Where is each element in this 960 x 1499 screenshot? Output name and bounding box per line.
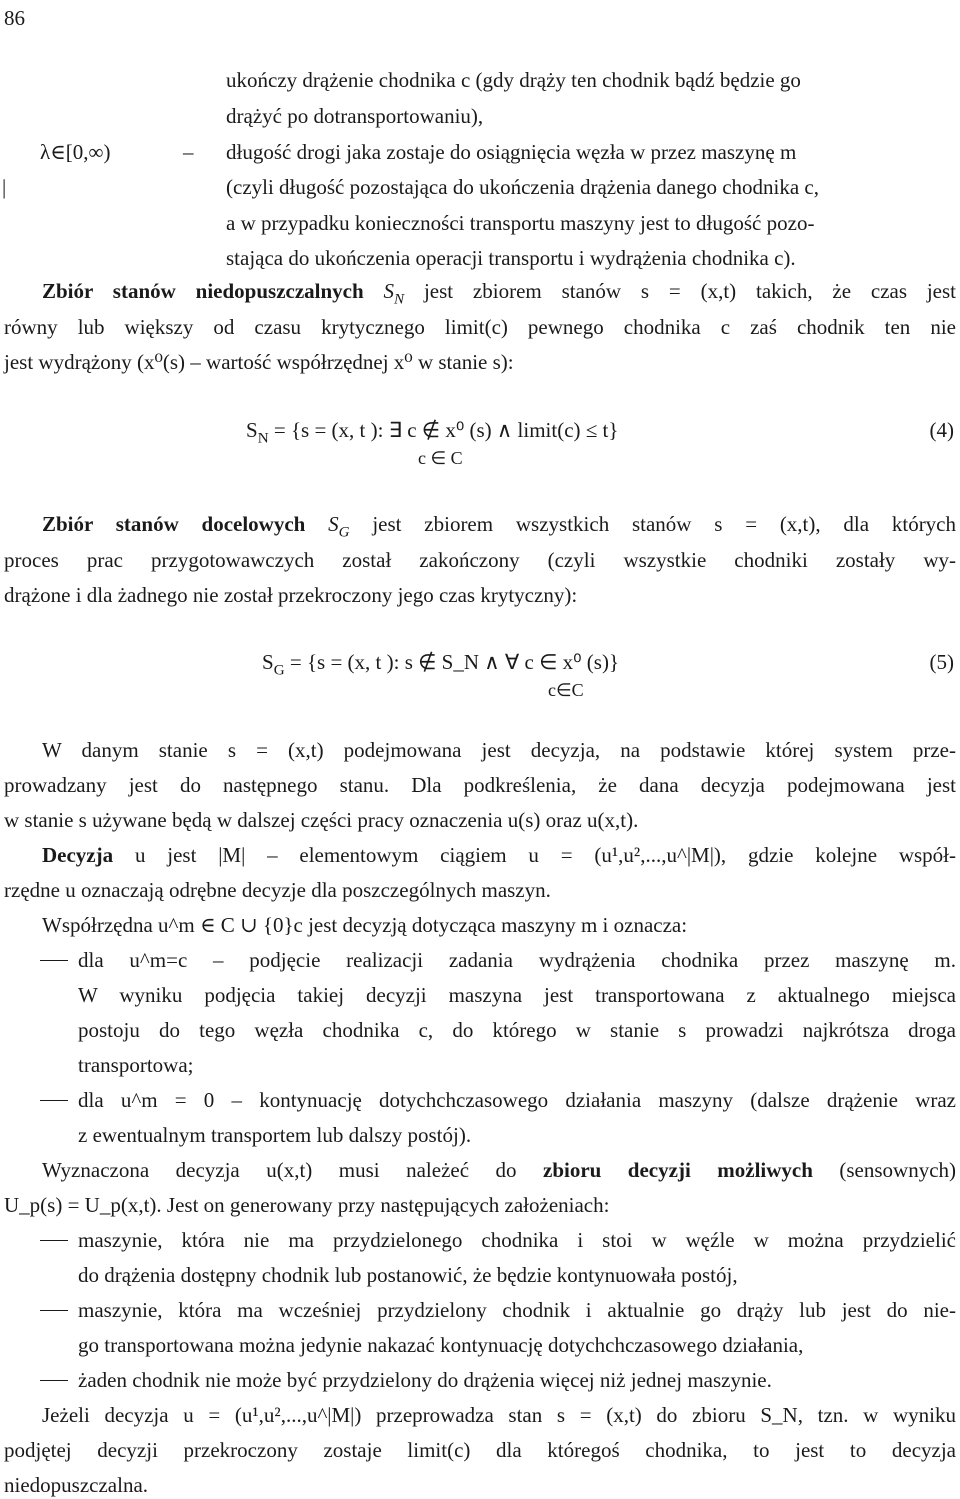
def-text-line: ukończy drążenie chodnika c (gdy drąży ten chodnik bądź będzie go: [226, 68, 801, 92]
def-text-line: stająca do ukończenia operacji transportu i wydrążenia chodnika c).: [226, 246, 796, 270]
list-dash: [40, 1380, 68, 1381]
eq-under-index: c ∈ C: [418, 448, 463, 468]
paragraph-line: U_p(s) = U_p(x,t). Jest on generowany przy następujących założeniach:: [4, 1193, 610, 1217]
paragraph-line: Jeżeli decyzja u = (u¹,u²,...,u^|M|) przeprowadza stan s = (x,t) do zbioru S_N, tzn. w wyniku: [42, 1403, 956, 1427]
list-item-line: dla u^m=c – podjęcie realizacji zadania wydrążenia chodnika przez maszynę m.: [78, 948, 956, 972]
list-dash: [40, 1240, 68, 1241]
text-run: jest zbiorem stanów s = (x,t) takich, że czas jest: [423, 279, 957, 303]
paragraph-line: równy lub większy od czasu krytycznego limit(c) pewnego chodnika c zaś chodnik ten nie: [4, 315, 956, 339]
term-bold: Zbiór stanów docelowych: [42, 512, 306, 536]
page-number: 86: [4, 6, 25, 30]
paragraph-line: W danym stanie s = (x,t) podejmowana jest decyzja, na podstawie której system prze-: [42, 738, 956, 762]
text-run: (sensownych): [839, 1158, 957, 1182]
lambda-symbol: λ∈[0,∞): [40, 140, 111, 164]
eq-rhs: = {s = (x, t ): s ∉ S_N ∧ ∀ c ∈ x⁰ (s)}: [289, 650, 620, 674]
def-text-line: drążyć po dotransportowaniu),: [226, 104, 484, 128]
def-text-line: (czyli długość pozostająca do ukończenia drążenia danego chodnika c,: [226, 175, 819, 199]
eq-under-index: c∈C: [548, 680, 584, 700]
text-run: Wyznaczona decyzja u(x,t) musi należeć do: [42, 1158, 517, 1182]
list-item-line: go transportowana można jedynie nakazać kontynuację dotychchczasowego działania,: [78, 1333, 804, 1357]
list-item-line: transportowa;: [78, 1053, 194, 1077]
paragraph-line: [42, 1157, 956, 1183]
paragraph-line: [42, 511, 956, 545]
def-text-line: a w przypadku konieczności transportu maszyny jest to długość pozo-: [226, 211, 815, 235]
equation-number: (5): [929, 650, 954, 674]
paragraph-line: rzędne u oznaczają odrębne decyzje dla poszczególnych maszyn.: [4, 878, 551, 902]
term-symbol: $S_N$: [383, 279, 405, 308]
eq-lhs-sub: G: [273, 662, 285, 679]
eq-lhs: S: [246, 418, 258, 442]
text-run: jest zbiorem wszystkich stanów s = (x,t), dla których: [372, 512, 957, 536]
list-item-line: W wyniku podjęcia takiej decyzji maszyna jest transportowana z aktualnego miejsca: [78, 983, 956, 1007]
paragraph-line: niedopuszczalna.: [4, 1473, 149, 1497]
list-item-line: do drążenia dostępny chodnik lub postanowić, że będzie kontynuowała postój,: [78, 1263, 738, 1287]
list-dash: [40, 1100, 68, 1101]
paragraph-line: proces prac przygotowawczych został zakończony (czyli wszystkie chodniki zostały wy-: [4, 548, 956, 572]
paragraph-line: podjętej decyzji przekroczony zostaje limit(c) dla któregoś chodnika, to jest to decyzja: [4, 1438, 956, 1462]
list-item-line: maszynie, która nie ma przydzielonego chodnika i stoi w węźle w można przydzielić: [78, 1228, 956, 1252]
paragraph-line: drążone i dla żadnego nie został przekroczony jego czas krytyczny):: [4, 583, 578, 607]
list-item-line: z ewentualnym transportem lub dalszy postój).: [78, 1123, 472, 1147]
term-bold: zbioru decyzji możliwych: [543, 1158, 813, 1182]
bar-symbol: |: [2, 175, 7, 199]
paragraph-line: [42, 842, 956, 868]
list-dash: [40, 1310, 68, 1311]
term-symbol: $S_G$: [328, 512, 350, 541]
list-item-line: postoju do tego węzła chodnika c, do którego w stanie s prowadzi najkrótsza droga: [78, 1018, 956, 1042]
paragraph-line: Współrzędna u^m ∈ C ∪ {0}c jest decyzją dotycząca maszyny m i oznacza:: [42, 913, 688, 937]
def-dash: –: [183, 140, 194, 164]
paragraph-line: [42, 278, 956, 312]
paragraph-line: w stanie s używane będą w dalszej części pracy oznaczenia u(s) oraz u(x,t).: [4, 808, 639, 832]
paragraph-line: jest wydrążony (x⁰(s) – wartość współrzędnej x⁰ w stanie s):: [4, 350, 514, 374]
eq-lhs-sub: N: [257, 430, 269, 447]
eq-rhs: = {s = (x, t ): ∃ c ∉ x⁰ (s) ∧ limit(c) ≤ t}: [273, 418, 619, 442]
text-run: u jest |M| – elementowym ciągiem u = (u¹,u²,...,u^|M|), gdzie kolejne współ-: [134, 843, 957, 867]
paragraph-line: prowadzany jest do następnego stanu. Dla podkreślenia, że dana decyzja podejmowana jest: [4, 773, 956, 797]
equation-number: (4): [929, 418, 954, 442]
def-text-line: długość drogi jaka zostaje do osiągnięcia węzła w przez maszynę m: [226, 140, 797, 164]
list-dash: [40, 960, 68, 961]
term-bold: Zbiór stanów niedopuszczalnych: [42, 279, 364, 303]
term-bold: Decyzja: [42, 843, 114, 867]
list-item-line: dla u^m = 0 – kontynuację dotychchczasowego działania maszyny (dalsze drążenie wraz: [78, 1088, 956, 1112]
list-item-line: maszynie, która ma wcześniej przydzielony chodnik i aktualnie go drąży lub jest do nie-: [78, 1298, 956, 1322]
list-item-line: żaden chodnik nie może być przydzielony do drążenia więcej niż jednej maszynie.: [78, 1368, 772, 1392]
eq-lhs: S: [262, 650, 274, 674]
